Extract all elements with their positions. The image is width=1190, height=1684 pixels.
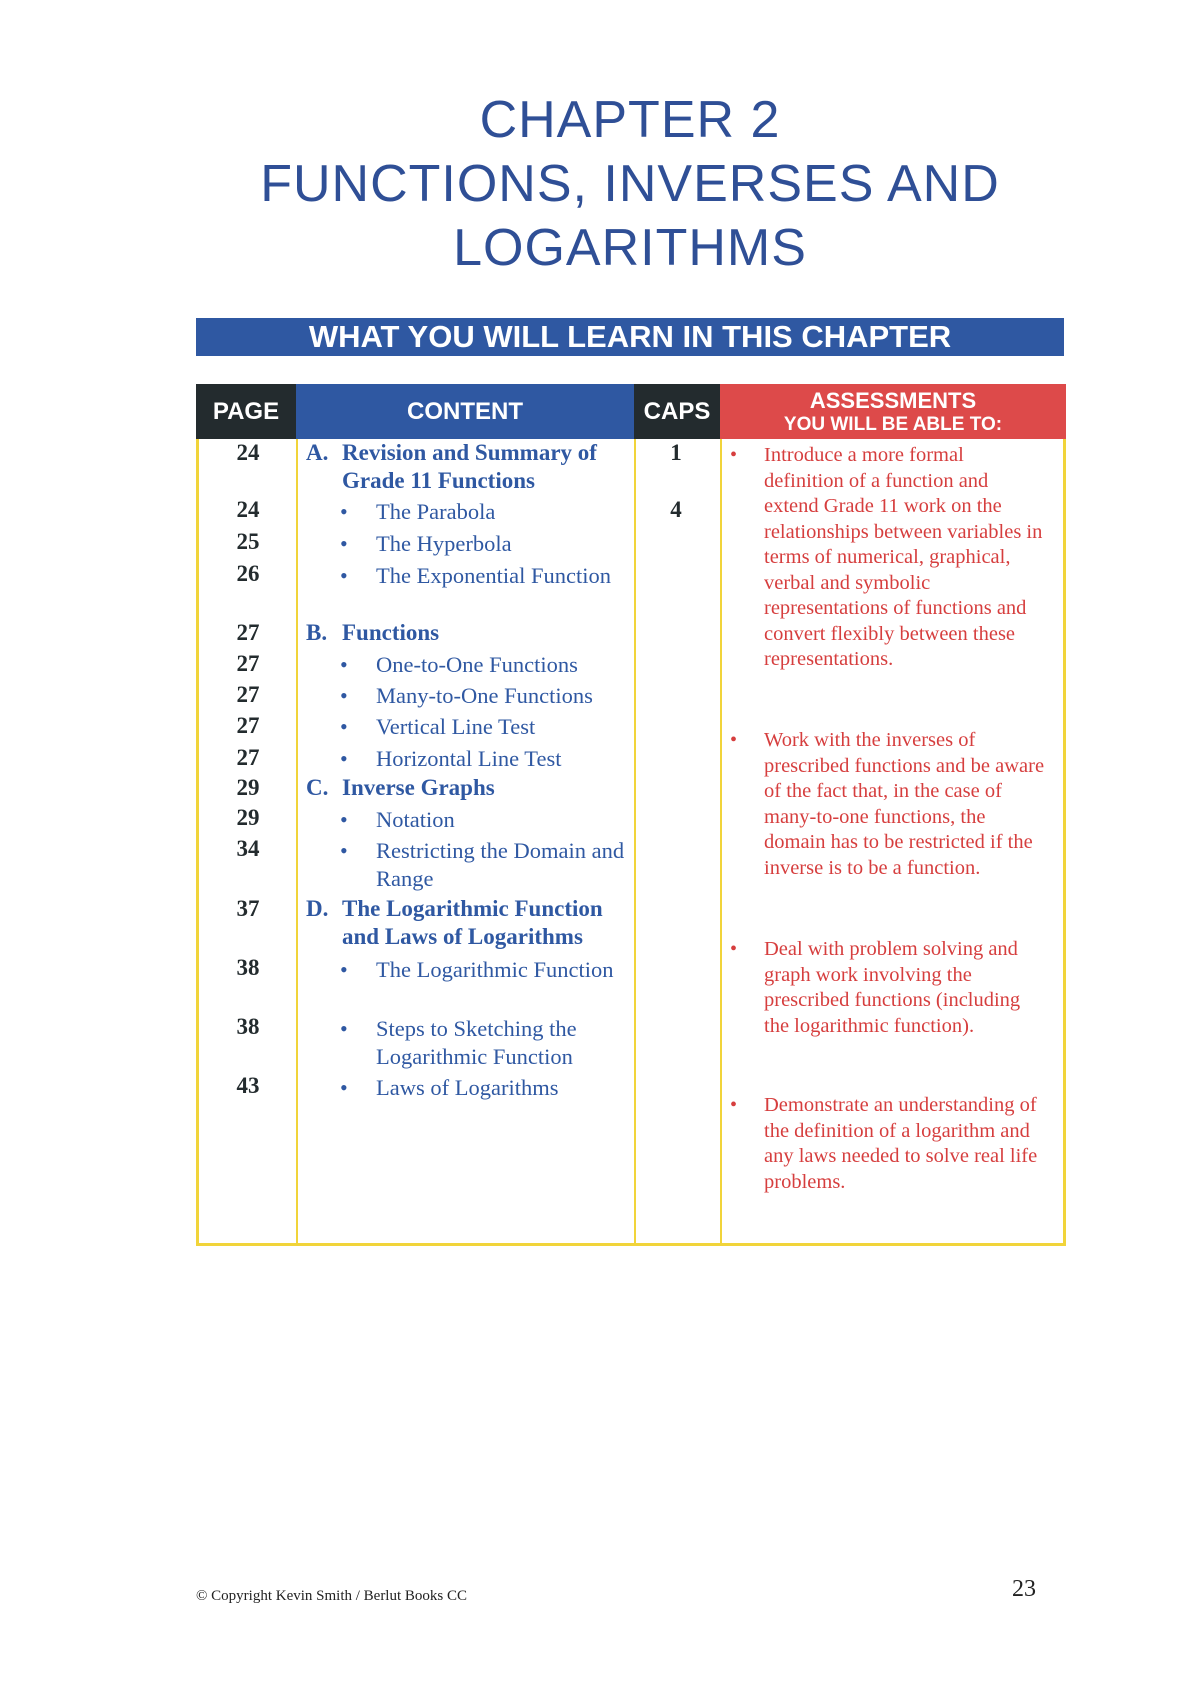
page-number-cell: 24: [236, 440, 260, 465]
page-number-cell: 29: [236, 775, 260, 800]
section-letter: B.: [306, 620, 328, 645]
caps-cell: 4: [670, 497, 682, 522]
header-assessments-subtitle: YOU WILL BE ABLE TO:: [783, 414, 1003, 435]
content-section-a: [306, 439, 636, 495]
content-item: • Vertical Line Test: [340, 714, 536, 739]
page-number-cell: 29: [236, 805, 260, 830]
section-title: The Logarithmic Function and Laws of Logarithms: [342, 896, 603, 949]
caps-cell: 1: [670, 440, 682, 465]
page-number-cell: 34: [236, 836, 260, 861]
bullet-icon: •: [730, 1094, 738, 1116]
bullet-icon: •: [340, 1075, 348, 1100]
column-divider: [634, 439, 636, 1246]
content-item: • Notation: [340, 807, 455, 832]
section-banner: WHAT YOU WILL LEARN IN THIS CHAPTER: [196, 318, 1064, 356]
section-title: Functions: [342, 620, 440, 645]
assessment-item: • Introduce a more formal definition of a function and extend Grade 11 work on the relationships between variables in terms of numerical, graphical, verbal and symbolic representations of functions and convert flexibly between these representations.: [730, 444, 1043, 670]
content-item: • Many-to-One Functions: [340, 683, 593, 708]
content-item: • One-to-One Functions: [340, 652, 578, 677]
page-number-cell: 27: [236, 651, 260, 676]
section-title: Inverse Graphs: [342, 775, 495, 800]
header-assessments: [720, 384, 1066, 439]
section-letter: C.: [306, 775, 329, 800]
content-section-c: [306, 774, 636, 802]
header-page: PAGE: [196, 384, 296, 439]
page-number-cell: 43: [236, 1073, 260, 1098]
assessment-item: • Demonstrate an understanding of the definition of a logarithm and any laws needed to solve real life problems.: [730, 1094, 1038, 1193]
bullet-icon: •: [340, 499, 348, 524]
bullet-icon: •: [340, 531, 348, 556]
page-number-cell: 27: [236, 745, 260, 770]
header-caps: CAPS: [634, 384, 720, 439]
column-divider: [720, 439, 722, 1246]
chapter-number: CHAPTER 2: [479, 91, 781, 149]
page-number-cell: 25: [236, 529, 260, 554]
page-number-cell: 27: [236, 713, 260, 738]
content-section-b: [306, 619, 636, 647]
content-section-d: [306, 895, 636, 951]
content-item: • The Hyperbola: [340, 531, 512, 556]
copyright-notice: © Copyright Kevin Smith / Berlut Books CC: [196, 1588, 467, 1604]
bullet-icon: •: [730, 938, 738, 960]
page-number-cell: 24: [236, 497, 260, 522]
bullet-icon: •: [340, 652, 348, 677]
column-divider: [296, 439, 298, 1246]
chapter-title-line3: LOGARITHMS: [453, 219, 807, 277]
content-item: • The Parabola: [340, 499, 496, 524]
section-letter: D.: [306, 896, 329, 921]
content-item: • Steps to Sketching the Logarithmic Function: [340, 1016, 577, 1069]
bullet-icon: •: [340, 563, 348, 588]
content-item: • The Logarithmic Function: [340, 957, 614, 982]
section-title: Revision and Summary of Grade 11 Functions: [342, 440, 597, 493]
assessment-item: • Deal with problem solving and graph work involving the prescribed functions (including the logarithmic function).: [730, 938, 1021, 1037]
header-content: CONTENT: [296, 384, 634, 439]
bullet-icon: •: [730, 729, 738, 751]
page-number-cell: 38: [236, 1014, 260, 1039]
page-number-cell: 27: [236, 620, 260, 645]
content-item: • The Exponential Function: [340, 563, 611, 588]
bullet-icon: •: [340, 957, 348, 982]
page-number-cell: 38: [236, 955, 260, 980]
chapter-title-line2: FUNCTIONS, INVERSES AND: [260, 155, 1000, 213]
bullet-icon: •: [730, 444, 738, 466]
bullet-icon: •: [340, 838, 348, 863]
page-number: 23: [1012, 1576, 1036, 1602]
content-item: • Horizontal Line Test: [340, 746, 562, 771]
page-number-cell: 37: [236, 896, 260, 921]
content-item: • Laws of Logarithms: [340, 1075, 559, 1100]
header-assessments-title: ASSESSMENTS: [809, 388, 977, 413]
section-letter: A.: [306, 440, 329, 465]
bullet-icon: •: [340, 746, 348, 771]
content-item: • Restricting the Domain and Range: [340, 838, 625, 891]
bullet-icon: •: [340, 1016, 348, 1041]
chapter-title: [0, 88, 1190, 280]
bullet-icon: •: [340, 683, 348, 708]
page-number-cell: 27: [236, 682, 260, 707]
bullet-icon: •: [340, 807, 348, 832]
assessment-item: • Work with the inverses of prescribed functions and be aware of the fact that, in the case of many-to-one functions, the domain has to be restricted if the inverse is to be a function.: [730, 729, 1045, 879]
page-number-cell: 26: [236, 561, 260, 586]
bullet-icon: •: [340, 714, 348, 739]
